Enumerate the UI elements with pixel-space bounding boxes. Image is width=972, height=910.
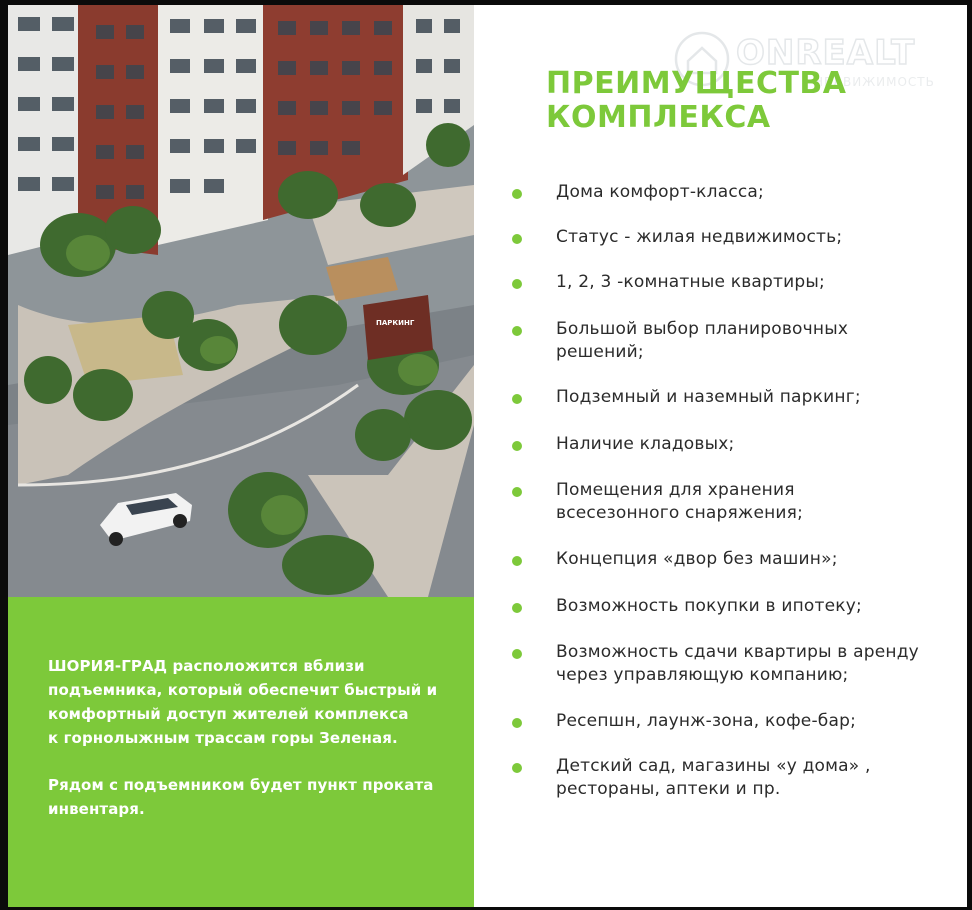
bullet-dot-icon xyxy=(512,718,522,728)
advantages-panel xyxy=(474,5,967,907)
bullet-dot-icon xyxy=(512,441,522,451)
info-paragraph-lift xyxy=(48,654,458,750)
info-line: Рядом с подъемником будет пункт проката xyxy=(48,776,434,794)
bullet-dot-icon xyxy=(512,234,522,244)
info-line: подъемника, который обеспечит быстрый и xyxy=(48,681,438,699)
watermark-sub: НЕДВИЖИМОСТЬ xyxy=(814,75,935,89)
info-line: комфортный доступ жителей комплекса xyxy=(48,705,409,723)
bullet-dot-icon xyxy=(512,279,522,289)
bullet-dot-icon xyxy=(512,556,522,566)
render-illustration xyxy=(8,5,474,597)
info-line: инвентаря. xyxy=(48,800,145,818)
list-item-text: Большой выбор планировочных решений; xyxy=(556,319,849,362)
info-line: ШОРИЯ-ГРАД расположится вблизи xyxy=(48,657,365,675)
list-item-text: Подземный и наземный паркинг; xyxy=(556,387,861,407)
list-item-text: Концепция «двор без машин»; xyxy=(556,549,838,569)
bullet-dot-icon xyxy=(512,603,522,613)
info-panel xyxy=(8,597,474,907)
list-item-text: Наличие кладовых; xyxy=(556,434,735,454)
bullet-dot-icon xyxy=(512,189,522,199)
watermark-brand: ONREALT xyxy=(736,33,916,73)
slide xyxy=(8,5,967,907)
bullet-dot-icon xyxy=(512,394,522,404)
info-line: к горнолыжным трассам горы Зеленая. xyxy=(48,729,398,747)
list-item-text: Возможность покупки в ипотеку; xyxy=(556,596,862,616)
list-item-text: Ресепшн, лаунж-зона, кофе-бар; xyxy=(556,711,857,731)
info-paragraph-rental xyxy=(48,773,458,821)
title-line: ПРЕИМУЩЕСТВА xyxy=(546,66,847,101)
bullet-dot-icon xyxy=(512,649,522,659)
list-item-text: Детский сад, магазины «у дома» , рестораны, аптеки и пр. xyxy=(556,756,871,799)
list-item-text: 1, 2, 3 -комнатные квартиры; xyxy=(556,272,825,292)
list-item-text: Дома комфорт-класса; xyxy=(556,182,764,202)
title-line: КОМПЛЕКСА xyxy=(546,100,771,135)
bullet-dot-icon xyxy=(512,487,522,497)
aerial-render-image xyxy=(8,5,474,597)
parking-sign: ПАРКИНГ xyxy=(376,319,415,327)
bullet-dot-icon xyxy=(512,326,522,336)
list-item-text: Помещения для хранения всесезонного снаряжения; xyxy=(556,480,804,523)
list-item-text: Статус - жилая недвижимость; xyxy=(556,227,843,247)
list-item-text: Возможность сдачи квартиры в аренду через управляющую компанию; xyxy=(556,642,919,685)
bullet-dot-icon xyxy=(512,763,522,773)
features-list xyxy=(474,5,967,907)
